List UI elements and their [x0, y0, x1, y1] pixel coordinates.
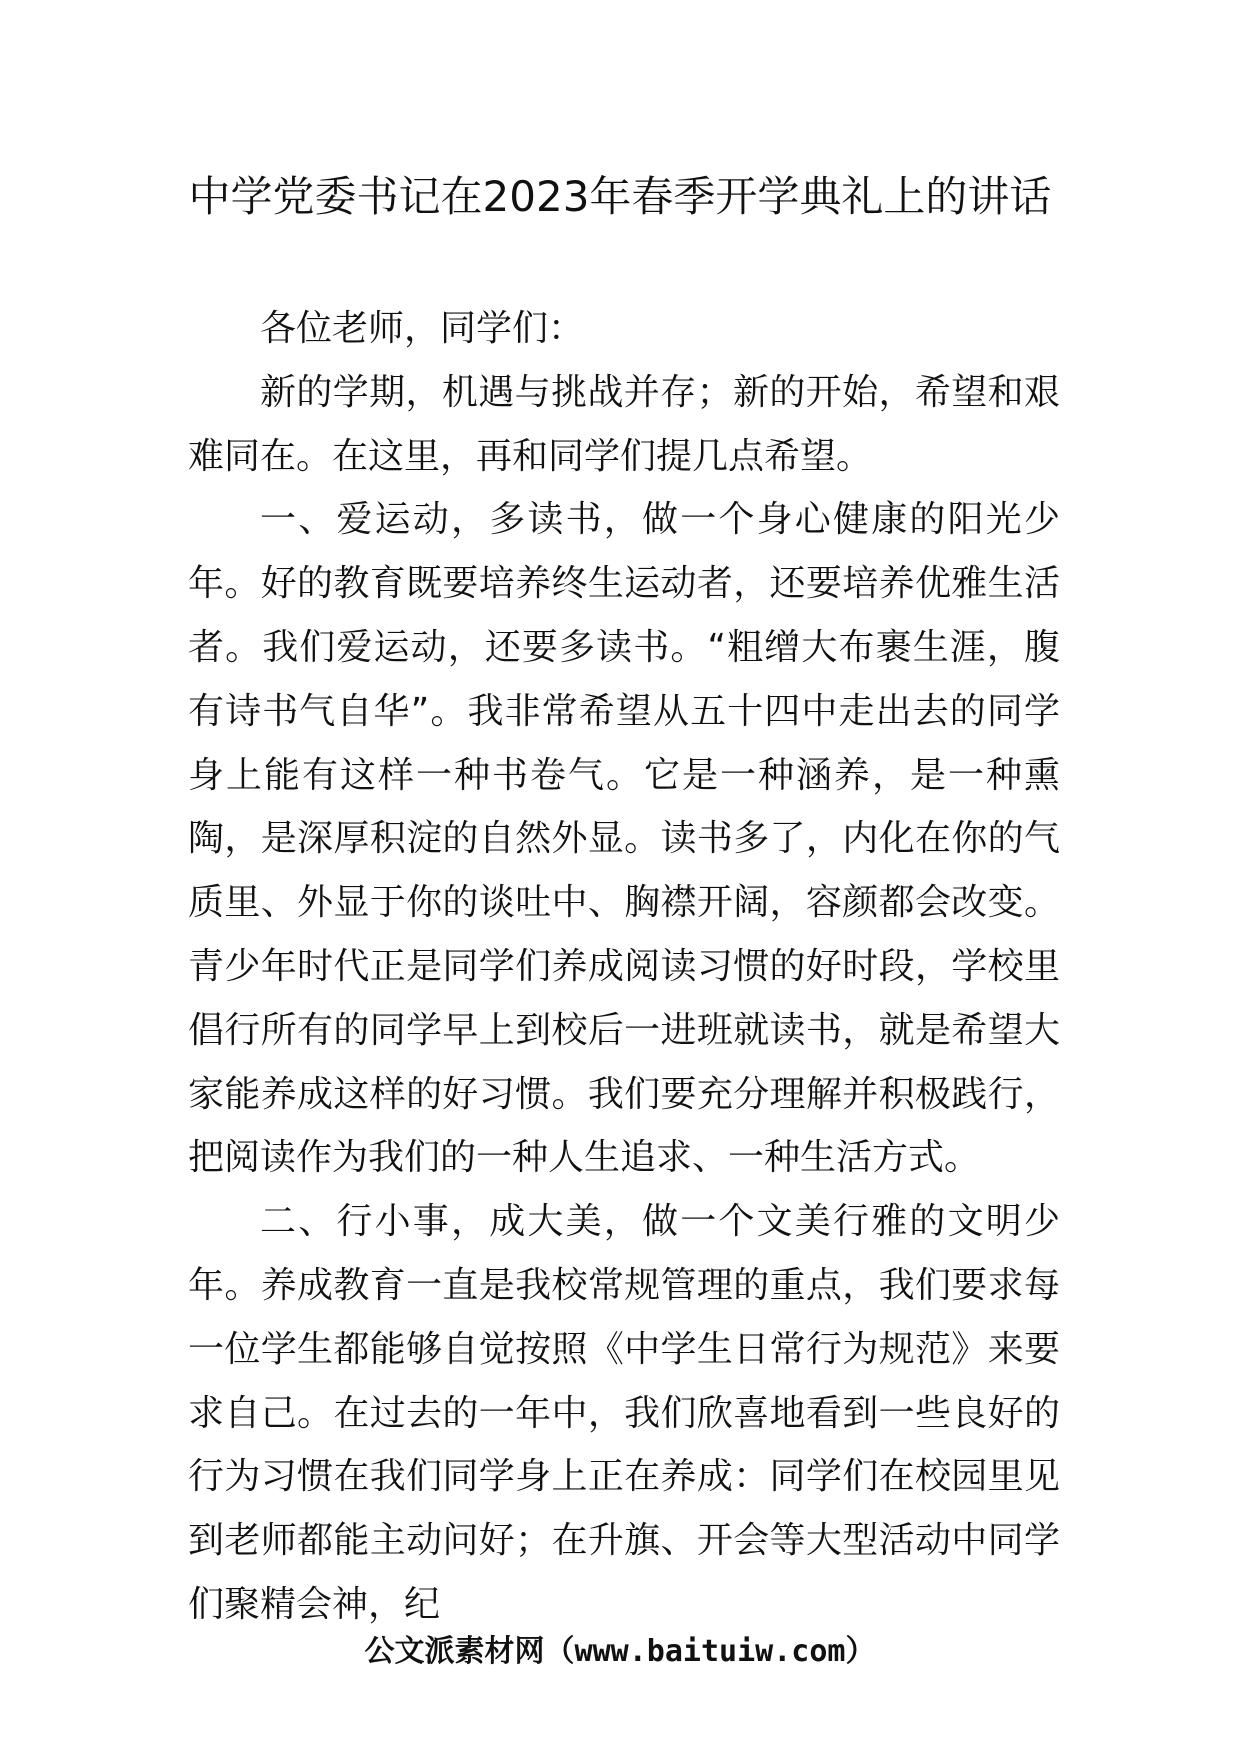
document-body [188, 297, 1060, 1637]
paragraph-intro: 新的学期，机遇与挑战并存；新的开始，希望和艰难同在。在这里，再和同学们提几点希望。 [188, 371, 1060, 477]
paragraph-section-1: 一、爱运动，多读书，做一个身心健康的阳光少年。好的教育既要培养终生运动者，还要培养优雅生活者。我们爱运动，还要多读书。“粗缯大布裹生涯，腹有诗书气自华”。我非常希望从五十四中走出去的同学身上能有这样一种书卷气。它是一种涵养，是一种熏陶，是深厚积淀的自然外显。读书多了，内化在你的气质里、外显于你的谈吐中、胸襟开阔，容颜都会改变。青少年时代正是同学们养成阅读习惯的好时段，学校里倡行所有的同学早上到校后一进班就读书，就是希望大家能养成这样的好习惯。我们要充分理解并积极践行，把阅读作为我们的一种人生追求、一种生活方式。 [188, 499, 1060, 1179]
document-title: 中学党委书记在2023年春季开学典礼上的讲话 [188, 172, 1052, 221]
footer-watermark: 公文派素材网（www.baituiw.com） [364, 1634, 876, 1669]
salutation: 各位老师，同学们： [260, 308, 585, 349]
paragraph-section-2: 二、行小事，成大美，做一个文美行雅的文明少年。养成教育一直是我校常规管理的重点，我们要求每一位学生都能够自觉按照《中学生日常行为规范》来要求自己。在过去的一年中，我们欣喜地看到一些良好的行为习惯在我们同学身上正在养成：同学们在校园里见到老师都能主动问好；在升旗、开会等大型活动中同学们聚精会神，纪 [188, 1201, 1060, 1625]
